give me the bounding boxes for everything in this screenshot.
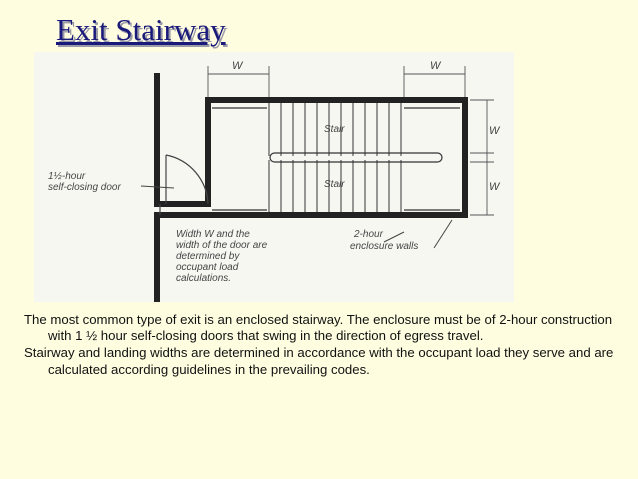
dim-label-top-right: W [430,60,441,72]
width-note-line1: Width W and the [176,229,250,240]
width-note-line5: calculations. [176,273,232,284]
slide-title: Exit Stairway [56,12,226,47]
dim-label-right-upper: W [489,125,500,137]
stairway-plan-svg [34,52,514,302]
stair-label-lower: Stair [324,179,345,190]
width-note-line4: occupant load [176,262,239,273]
body-text [24,312,634,379]
stair-label-upper: Stair [324,124,345,135]
enclosure-wall-top [157,100,465,215]
paragraph-enclosure: The most common type of exit is an enclosed stairway. The enclosure must be of 2-hour construction with 1 ½ hour self-closing doors that swing in the direction of egress travel. [24,312,613,344]
width-note-line2: width of the door are [176,240,268,251]
paragraph-widths: Stairway and landing widths are determined in accordance with the occupant load they serve and are calculated according guidelines in the prevailing codes. [24,345,614,377]
width-note-line3: determined by [176,251,240,262]
walls-label-line2: enclosure walls [350,241,419,252]
dimension-lines [208,66,494,215]
door-label-line2: self-closing door [48,182,121,193]
dim-label-right-lower: W [489,181,500,193]
dim-label-top-left: W [232,60,243,72]
door-label-line1: 1½-hour [48,171,86,182]
walls-label-line1: 2-hour [354,229,383,240]
stairway-plan-diagram [34,52,514,302]
